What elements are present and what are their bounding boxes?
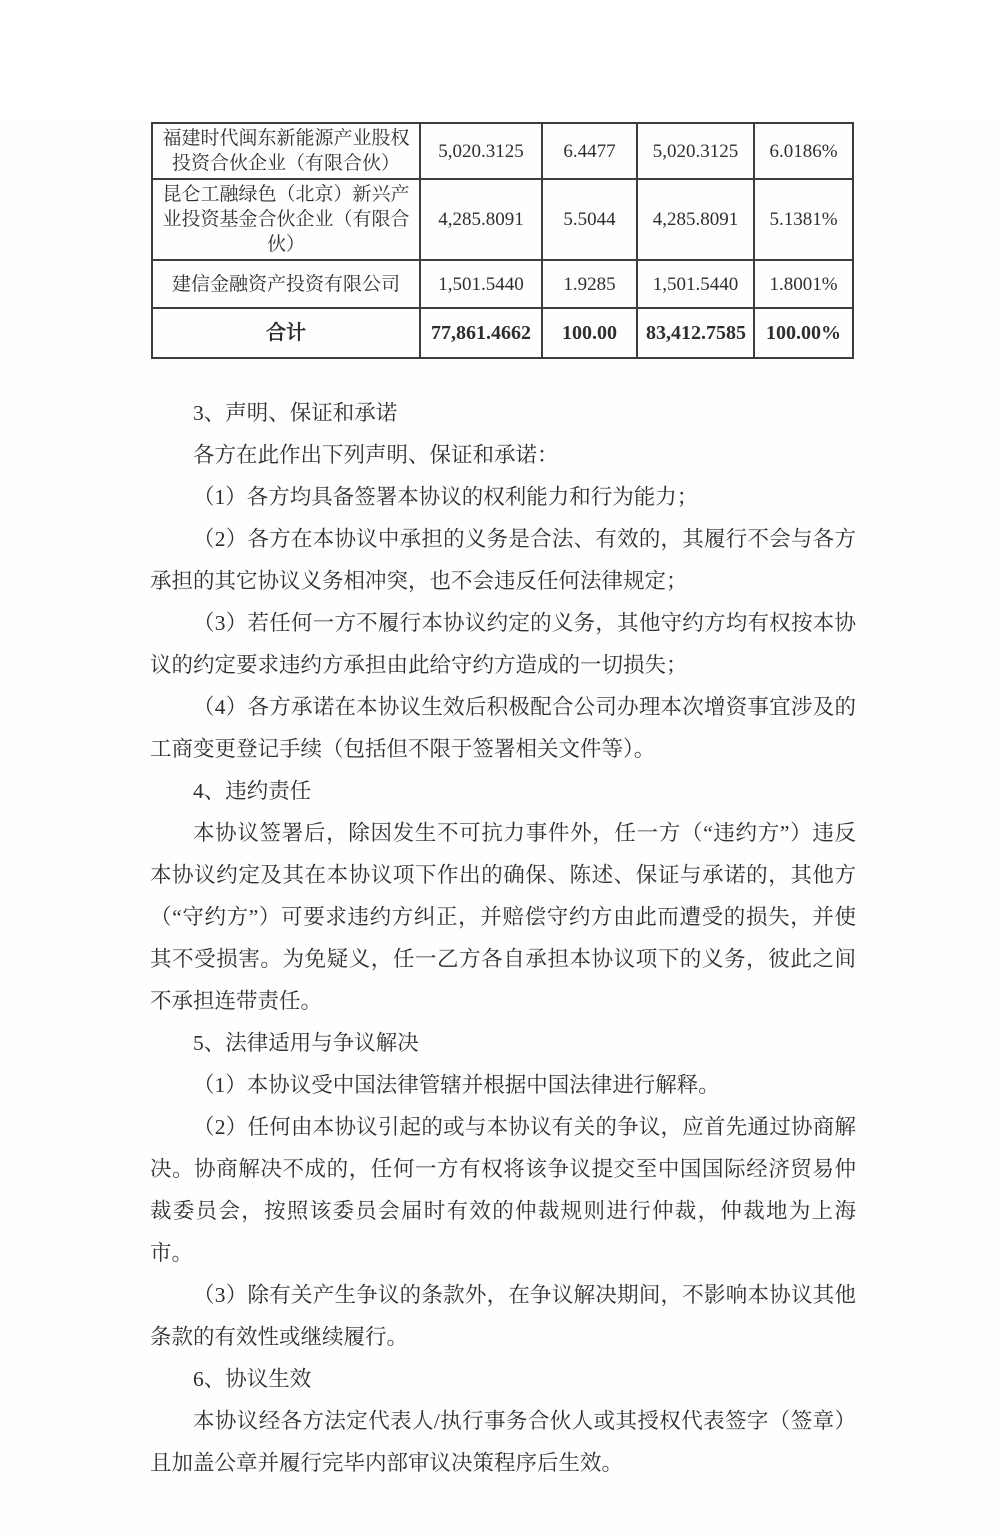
- investor-name-cell: 昆仑工融绿色（北京）新兴产业投资基金合伙企业（有限合伙）: [152, 179, 420, 260]
- investor-name-cell: 福建时代闽东新能源产业股权投资合伙企业（有限合伙）: [152, 123, 420, 179]
- value-cell: 1,501.5440: [637, 260, 754, 308]
- table-row: [152, 179, 853, 260]
- value-cell: 100.00: [542, 308, 637, 358]
- paragraph: （2）任何由本协议引起的或与本协议有关的争议，应首先通过协商解决。协商解决不成的，任何一方有权将该争议提交至中国国际经济贸易仲裁委员会，按照该委员会届时有效的仲裁规则进行仲裁，仲裁地为上海市。: [150, 1115, 856, 1266]
- investor-name-cell: 建信金融资产投资有限公司: [152, 260, 420, 308]
- value-cell: 5.1381%: [754, 179, 853, 260]
- shareholding-table-body: [152, 123, 853, 358]
- value-cell: 83,412.7585: [637, 308, 754, 358]
- section-heading: 4、违约责任: [193, 779, 312, 804]
- section-heading: 5、法律适用与争议解决: [193, 1031, 419, 1056]
- paragraph: 本协议签署后，除因发生不可抗力事件外，任一方（“违约方”）违反本协议约定及其在本协议项下作出的确保、陈述、保证与承诺的，其他方（“守约方”）可要求违约方纠正，并赔偿守约方由此而遭受的损失，并使其不受损害。为免疑义，任一乙方各自承担本协议项下的义务，彼此之间不承担连带责任。: [150, 821, 856, 1014]
- paragraph: （1）本协议受中国法律管辖并根据中国法律进行解释。: [193, 1073, 720, 1098]
- shareholding-table: [151, 122, 854, 359]
- value-cell: 5.5044: [542, 179, 637, 260]
- value-cell: 1,501.5440: [420, 260, 542, 308]
- paragraph: （4）各方承诺在本协议生效后积极配合公司办理本次增资事宜涉及的工商变更登记手续（包括但不限于签署相关文件等）。: [150, 695, 856, 762]
- value-cell: 5,020.3125: [637, 123, 754, 179]
- table-row: [152, 123, 853, 179]
- value-cell: 100.00%: [754, 308, 853, 358]
- paragraph: （3）除有关产生争议的条款外，在争议解决期间，不影响本协议其他条款的有效性或继续履行。: [150, 1283, 856, 1350]
- value-cell: 1.8001%: [754, 260, 853, 308]
- agreement-text: [150, 392, 856, 1484]
- value-cell: 1.9285: [542, 260, 637, 308]
- paragraph: （2）各方在本协议中承担的义务是合法、有效的，其履行不会与各方承担的其它协议义务相冲突，也不会违反任何法律规定；: [150, 527, 856, 594]
- value-cell: 6.4477: [542, 123, 637, 179]
- paragraph: （1）各方均具备签署本协议的权利能力和行为能力；: [193, 485, 699, 510]
- paragraph: （3）若任何一方不履行本协议约定的义务，其他守约方均有权按本协议的约定要求违约方承担由此给守约方造成的一切损失；: [150, 611, 856, 678]
- value-cell: 4,285.8091: [637, 179, 754, 260]
- paragraph: 本协议经各方法定代表人/执行事务合伙人或其授权代表签字（签章）且加盖公章并履行完毕内部审议决策程序后生效。: [150, 1409, 856, 1476]
- value-cell: 6.0186%: [754, 123, 853, 179]
- value-cell: 5,020.3125: [420, 123, 542, 179]
- document-page: [0, 122, 1000, 1536]
- table-row: [152, 260, 853, 308]
- value-cell: 4,285.8091: [420, 179, 542, 260]
- table-row: [152, 308, 853, 358]
- paragraph: 各方在此作出下列声明、保证和承诺：: [193, 443, 559, 468]
- section-heading: 3、声明、保证和承诺: [193, 401, 398, 426]
- section-heading: 6、协议生效: [193, 1367, 312, 1392]
- value-cell: 77,861.4662: [420, 308, 542, 358]
- total-label-cell: 合计: [152, 308, 420, 358]
